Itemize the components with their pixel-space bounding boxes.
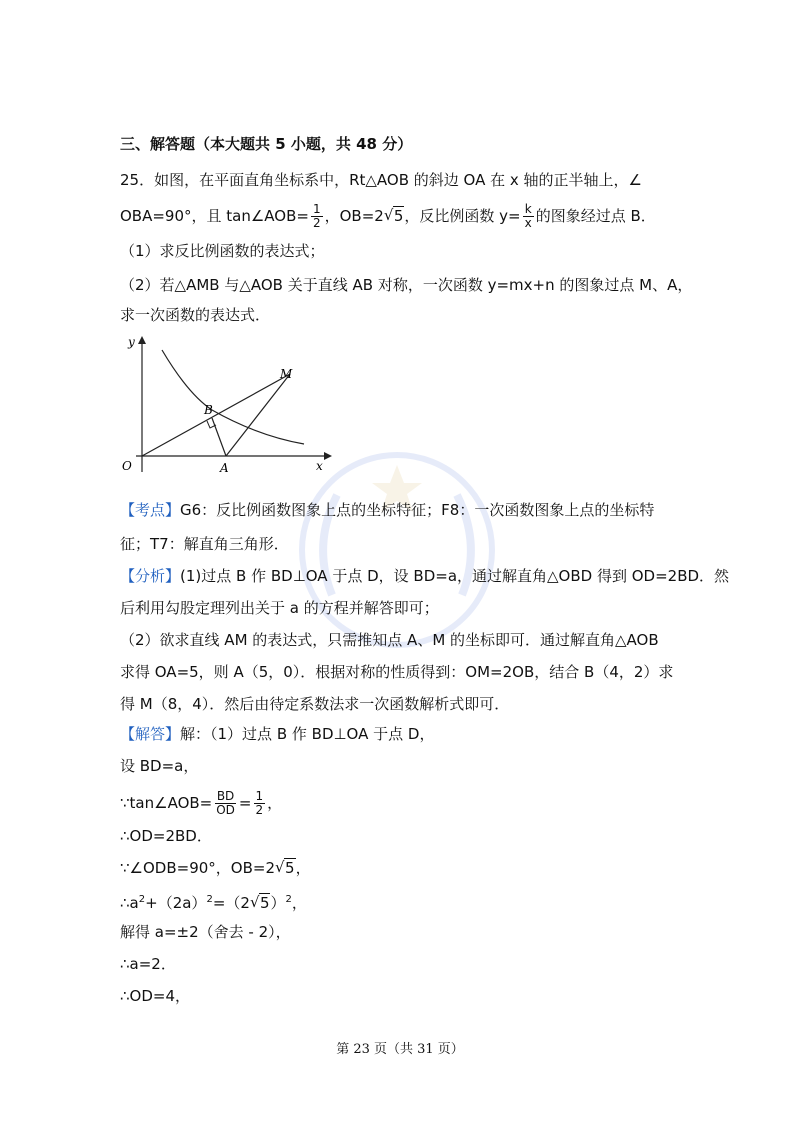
jieda-line-2: 设 BD=a， <box>120 757 199 775</box>
fraction-half: $\frac{1}{2}$ <box>312 202 321 230</box>
fenxi-line-4: 求得 OA=5，则 A（5，0）．根据对称的性质得到：OM=2OB，结合 B（4，2）求 <box>120 663 674 681</box>
fraction-bd-over-od: $\frac{BD}{OD}$ <box>216 789 235 817</box>
fenxi-tag: 【分析】 <box>120 567 181 585</box>
problem-part-2-line-2: 求一次函数的表达式． <box>120 306 271 324</box>
fenxi-line-2: 后利用勾股定理列出关于 a 的方程并解答即可； <box>120 599 439 617</box>
fraction-half-2: $\frac{1}{2}$ <box>255 789 264 817</box>
problem-line-1: 25．如图，在平面直角坐标系中，Rt△AOB 的斜边 OA 在 x 轴的正半轴上，∠ <box>120 171 642 189</box>
sqrt-five-2: √ 5 <box>275 858 296 878</box>
label-m: M <box>280 367 293 381</box>
problem-line-2: OBA=90°，且 tan∠AOB= $\frac{1}{2}$ ，OB=2√ 5，反比例函数 y= $\frac{k}{x}$ 的图象经过点 B． <box>120 203 656 230</box>
jieda-line-8: ∴a=2． <box>120 955 176 973</box>
sqrt-five-3: √ 5 <box>250 893 271 913</box>
fenxi-line-5: 得 M（8，4）．然后由待定系数法求一次函数解析式即可． <box>120 695 510 713</box>
jieda-line-6: $\therefore a^2+(2a)^2=(2√$ 5）$^2$， <box>120 890 307 913</box>
jieda-line-4: ∴OD=2BD． <box>120 827 212 845</box>
problem-part-1: （1）求反比例函数的表达式； <box>120 242 325 260</box>
jieda-tag: 【解答】 <box>120 725 181 743</box>
fenxi-line-3: （2）欲求直线 AM 的表达式，只需推知点 A、M 的坐标即可．通过解直角△AOB <box>120 631 659 649</box>
jieda-line-3: ∵tan∠AOB= $\frac{BD}{OD}$ = $\frac{1}{2}$ ， <box>120 789 283 817</box>
fenxi-line-1: 【分析】(1)过点 B 作 BD⊥OA 于点 D，设 BD=a，通过解直角△OBD 得到 OD=2BD．然 <box>120 567 730 585</box>
jieda-line-7: 解得 a=±2（舍去 - 2）， <box>120 923 291 941</box>
jieda-line-1: 【解答】解：（1）过点 B 作 BD⊥OA 于点 D， <box>120 725 435 743</box>
segment-ba <box>212 418 226 456</box>
segment-am <box>226 374 290 456</box>
label-y: y <box>128 335 135 349</box>
kaodian-line-1: 【考点】G6：反比例函数图象上点的坐标特征；F8：一次函数图象上点的坐标特 <box>120 501 655 519</box>
label-a: A <box>220 461 229 475</box>
page-footer: 第 23 页（共 31 页） <box>336 1042 464 1057</box>
label-o: O <box>122 459 132 473</box>
line-om <box>142 374 290 456</box>
hyperbola-curve <box>162 350 304 444</box>
section-title: 三、解答题（本大题共 5 小题，共 48 分） <box>120 135 413 153</box>
problem-part-2-line-1: （2）若△AMB 与△AOB 关于直线 AB 对称，一次函数 y=mx+n 的图象过点 M、A， <box>120 276 693 294</box>
jieda-line-5: ∵∠ODB=90°，OB=2√ 5， <box>120 858 311 878</box>
kaodian-line-2: 征；T7：解直角三角形． <box>120 535 289 553</box>
y-axis-arrow <box>138 336 146 344</box>
sqrt-five: √ 5 <box>384 206 405 226</box>
jieda-line-9: ∴OD=4， <box>120 987 191 1005</box>
x-axis-arrow <box>324 452 332 460</box>
coordinate-figure <box>118 332 340 478</box>
label-x: x <box>316 459 323 473</box>
label-b: B <box>204 403 213 417</box>
fraction-k-over-x: $\frac{k}{x}$ <box>524 202 532 230</box>
kaodian-tag: 【考点】 <box>120 501 181 519</box>
